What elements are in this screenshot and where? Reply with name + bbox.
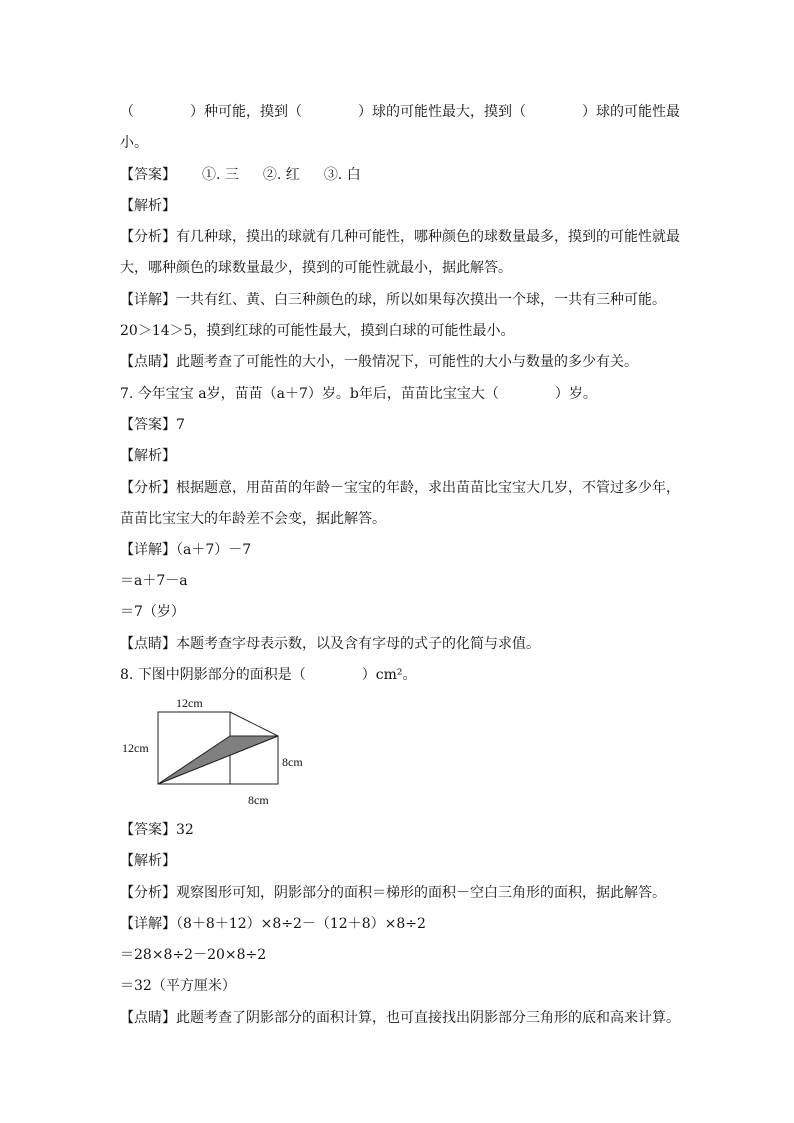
label-bottom: 8cm <box>248 793 269 807</box>
shaded-triangle <box>158 736 278 784</box>
text-line: 大，哪种颜色的球数量最少，摸到的可能性就最小，据此解答。 <box>120 260 512 276</box>
section-label: 【解析】 <box>120 198 176 214</box>
text-line: 20＞14＞5，摸到红球的可能性最大，摸到白球的可能性最小。 <box>120 323 515 339</box>
slant-edge <box>230 712 278 736</box>
answer-line: 【答案】32 <box>120 822 194 838</box>
text-line: 【详解】（a＋7）－7 <box>120 542 252 558</box>
text-line: ＝32（平方厘米） <box>120 978 236 994</box>
answer-line: 【答案】7 <box>120 417 185 433</box>
text-line: 【点睛】此题考查了阴影部分的面积计算，也可直接找出阴影部分三角形的底和高来计算。 <box>120 1010 680 1026</box>
answer-item: ①. 三 <box>202 167 239 183</box>
text-line: ＝7（岁） <box>120 604 185 620</box>
text-line: 苗苗比宝宝大的年龄差不会变，据此解答。 <box>120 511 386 527</box>
text-line: 【点睛】本题考查字母表示数，以及含有字母的式子的化简与求值。 <box>120 636 540 652</box>
label-right: 8cm <box>282 755 303 769</box>
question-line: 7. 今年宝宝 a岁，苗苗（a＋7）岁。b年后，苗苗比宝宝大（ ）岁。 <box>120 386 597 402</box>
text-line: （ ）种可能，摸到（ ）球的可能性最大，摸到（ ）球的可能性最 <box>120 104 680 120</box>
text-line: 【分析】根据题意，用苗苗的年龄－宝宝的年龄，求出苗苗比宝宝大几岁，不管过多少年， <box>120 480 680 496</box>
question-line: 8. 下图中阴影部分的面积是（ ）cm²。 <box>120 667 417 683</box>
text-line: ＝28×8÷2－20×8÷2 <box>120 947 267 963</box>
answer-item: ③. 白 <box>323 167 361 183</box>
answer-line <box>120 165 361 185</box>
section-label: 【解析】 <box>120 448 176 464</box>
geometry-diagram <box>110 690 330 820</box>
text-line: 【分析】观察图形可知，阴影部分的面积＝梯形的面积－空白三角形的面积，据此解答。 <box>120 885 666 901</box>
answer-label: 【答案】 <box>120 167 176 183</box>
text-line: 【详解】（8＋8＋12）×8÷2－（12＋8）×8÷2 <box>120 916 426 932</box>
text-line: 【点睛】此题考查了可能性的大小，一般情况下，可能性的大小与数量的多少有关。 <box>120 354 638 370</box>
label-top: 12cm <box>176 696 203 710</box>
answer-item: ②. 红 <box>262 167 300 183</box>
section-label: 【解析】 <box>120 853 176 869</box>
text-line: 小。 <box>120 135 148 151</box>
text-line: ＝a＋7－a <box>120 573 188 589</box>
label-left: 12cm <box>122 741 149 755</box>
text-line: 【分析】有几种球，摸出的球就有几种可能性，哪种颜色的球数量最多，摸到的可能性就最 <box>120 229 680 245</box>
text-line: 【详解】一共有红、黄、白三种颜色的球，所以如果每次摸出一个球，一共有三种可能。 <box>120 292 666 308</box>
